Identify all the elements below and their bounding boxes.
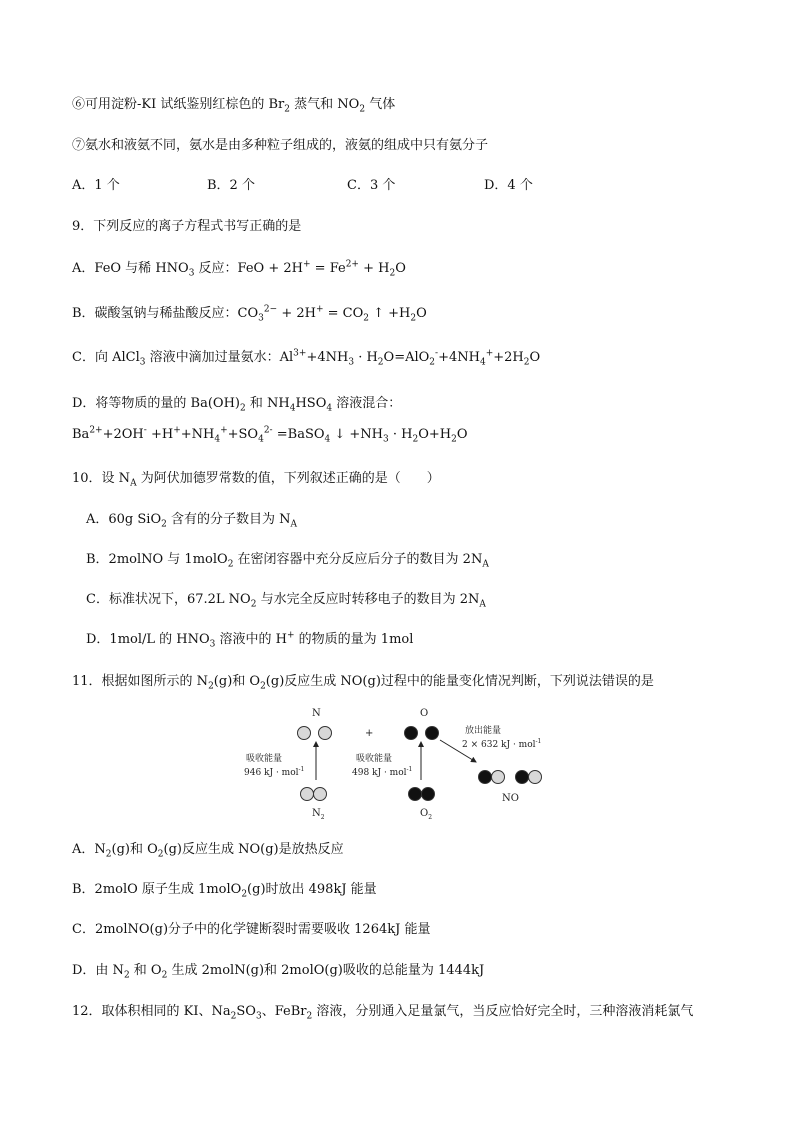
q10-stem: 10．设 $N_A$ 为阿伏加德罗常数的值，下列叙述正确的是（ ） [72, 471, 440, 489]
statement-6: ⑥可用淀粉-KI 试纸鉴别红棕色的 $Br_2$ 蒸气和 $NO_2$ 气体 [72, 97, 396, 115]
q9-option-a[interactable]: A．FeO 与稀 $HNO_3$ 反应：FeO + $2H^+ = Fe^{2+} + H_2O$ [72, 259, 406, 279]
q8-options [72, 177, 533, 195]
q8-option-d[interactable]: D．4 个 [484, 178, 533, 193]
q11-option-d[interactable]: D．由 $N_2$ 和 $O_2$ 生成 2molN(g)和 2molO(g)吸收的总能量为 1444kJ [72, 963, 485, 981]
q9-stem: 9．下列反应的离子方程式书写正确的是 [72, 219, 302, 234]
q10-option-a[interactable]: A．60g SiO$_2$ 含有的分子数目为 $N_A$ [86, 512, 297, 530]
q11-option-c[interactable]: C．2molNO(g)分子中的化学键断裂时需要吸收 1264kJ 能量 [72, 922, 431, 937]
energy-diagram [240, 700, 570, 830]
no-label: NO [502, 793, 519, 804]
o-atom-1 [404, 726, 418, 740]
no-atom-n [491, 770, 505, 784]
diagram-arrows [240, 700, 570, 830]
no2-atom-n [528, 770, 542, 784]
absorb-label-2: 吸收能量 [356, 754, 393, 764]
o2-atom-1 [408, 787, 422, 801]
no2-atom-o [515, 770, 529, 784]
q9-option-d[interactable]: D．将等物质的量的 $Ba(OH)_2$ 和 $NH_4HSO_4$ 溶液混合： [72, 396, 402, 414]
q11-option-b[interactable]: B．2molO 原子生成 1molO$_2$(g)时放出 498kJ 能量 [72, 882, 377, 900]
energy-632: 2 × 632 kJ · mol$^{-1}$ [462, 738, 542, 750]
no-atom-o [478, 770, 492, 784]
plus-sign: + [365, 728, 374, 739]
n-atom-1 [297, 726, 311, 740]
o-atom-label: O [420, 708, 429, 719]
q10-option-c[interactable]: C．标准状况下，67.2L $NO_2$ 与水完全反应时转移电子的数目为 $2N_A$ [86, 592, 486, 610]
absorb-label-1: 吸收能量 [246, 754, 283, 764]
n2-atom-2 [313, 787, 327, 801]
q9-option-d-equation: $Ba^{2+}+2OH^- +H^++NH_4^++SO_4^{2-}$ =BaSO$_4$ ↓ $+NH_3 \cdot H_2O+H_2O$ [72, 425, 468, 445]
q8-option-a[interactable]: A．1 个 [72, 178, 120, 193]
n-atom-label: N [312, 708, 321, 719]
n-atom-2 [318, 726, 332, 740]
n2-label: $N_2$ [312, 808, 325, 821]
energy-498: 498 kJ · mol$^{-1}$ [352, 766, 413, 778]
release-label: 放出能量 [465, 726, 502, 736]
q10-option-d[interactable]: D．1mol/L 的 $HNO_3$ 溶液中的 H+ 的物质的量为 1mol [86, 630, 414, 650]
statement-7: ⑦氨水和液氨不同，氨水是由多种粒子组成的，液氨的组成中只有氨分子 [72, 138, 489, 153]
q12-stem: 12．取体积相同的 KI、$Na_2SO_3$、FeBr$_2$ 溶液，分别通入足量氯气，当反应恰好完全时，三种溶液消耗氯气 [72, 1004, 694, 1022]
o-atom-2 [425, 726, 439, 740]
o2-atom-2 [421, 787, 435, 801]
q9-option-b[interactable]: B．碳酸氢钠与稀盐酸反应：$CO_3^{2-} + 2H^+ = CO_2$ ↑ $+H_2O$ [72, 304, 427, 324]
q8-option-c[interactable]: C．3 个 [347, 178, 396, 193]
q9-option-c[interactable]: C．向 AlCl$_3$ 溶液中滴加过量氨水：$Al^{3+}+4NH_3 \cdot H_2O=AlO_2^-+4NH_4^++2H_2O$ [72, 348, 541, 368]
q11-stem: 11．根据如图所示的 $N_2(g)$和 $O_2(g)$反应生成 NO(g)过程中的能量变化情况判断，下列说法错误的是 [72, 674, 654, 692]
q10-option-b[interactable]: B．2molNO 与 1molO$_2$ 在密闭容器中充分反应后分子的数目为 $2N_A$ [86, 552, 489, 570]
n2-atom-1 [300, 787, 314, 801]
q11-option-a[interactable]: A．$N_2(g)$和 $O_2(g)$反应生成 NO(g)是放热反应 [72, 842, 344, 860]
q8-option-b[interactable]: B．2 个 [207, 178, 255, 193]
energy-946: 946 kJ · mol$^{-1}$ [244, 766, 305, 778]
o2-label: $O_2$ [420, 808, 433, 821]
